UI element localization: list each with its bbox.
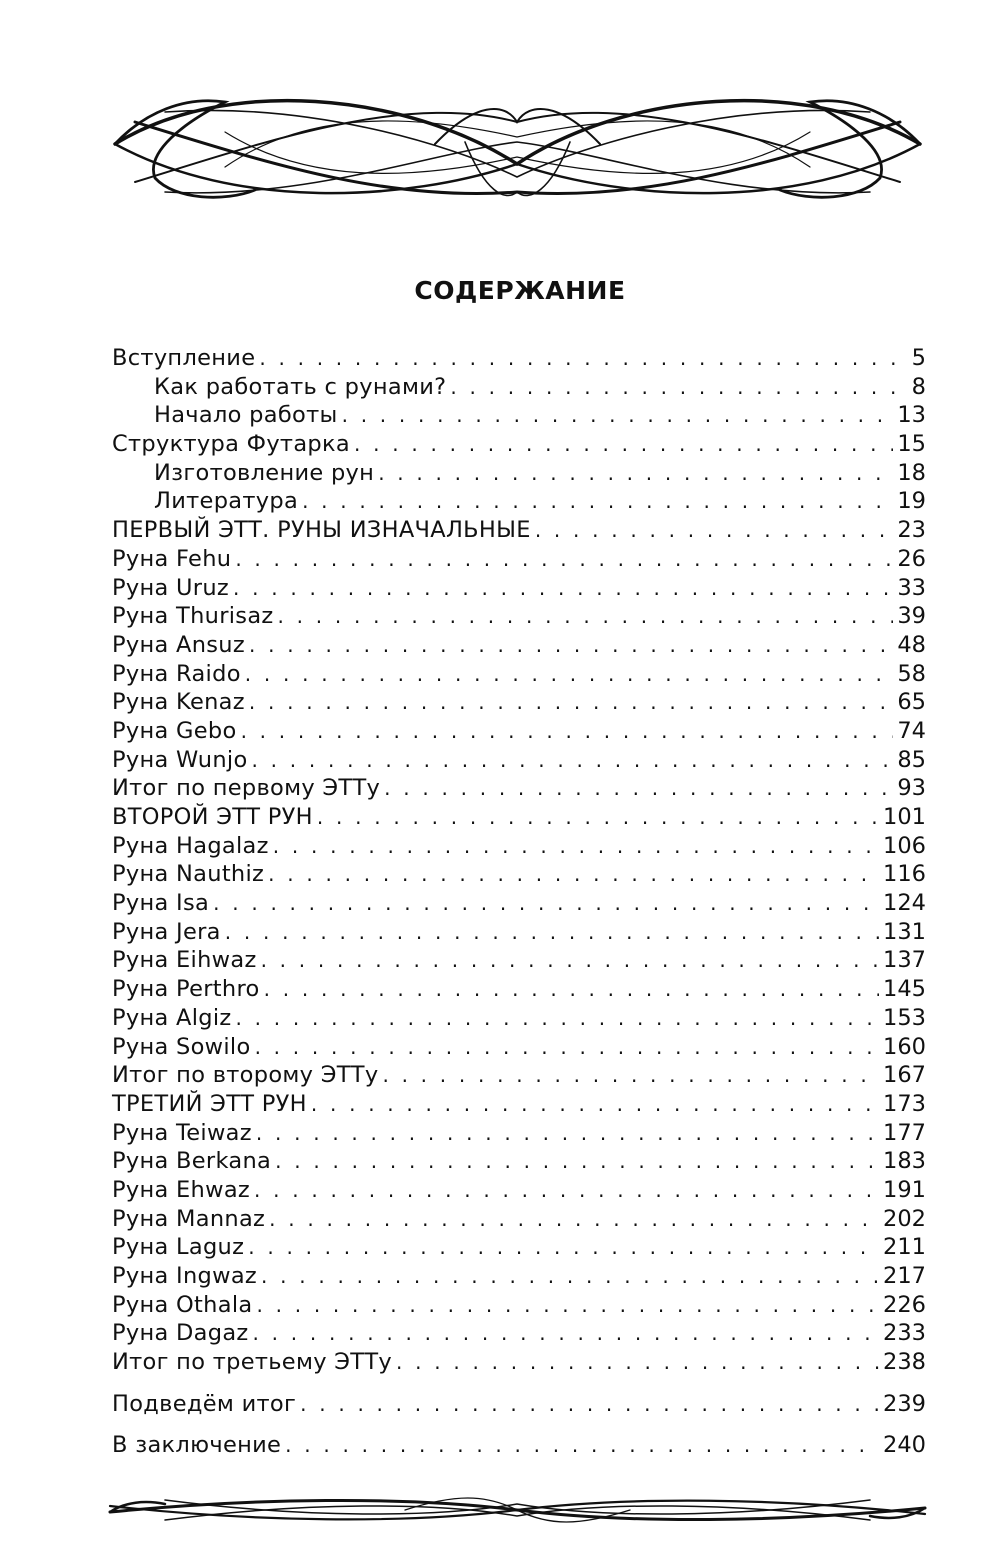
dot-leader — [236, 1004, 880, 1033]
toc-entry — [112, 574, 926, 603]
toc-entry-label: Руна Teiwaz — [112, 1119, 252, 1146]
toc-entry-page-number: 238 — [883, 1349, 926, 1376]
dot-leader — [248, 1233, 879, 1262]
toc-entry — [112, 803, 926, 832]
toc-entry-label: Руна Nauthiz — [112, 861, 265, 888]
toc-entry-label: Руна Ansuz — [112, 631, 245, 658]
dot-leader — [249, 688, 893, 717]
toc-entry-page-number: 160 — [883, 1033, 926, 1060]
dot-leader — [254, 1176, 879, 1205]
toc-entry — [112, 774, 926, 803]
toc-entry-page-number: 177 — [883, 1119, 926, 1146]
dot-leader — [225, 918, 879, 947]
toc-entry-label: Руна Jera — [112, 918, 221, 945]
toc-entry-label: Руна Isa — [112, 890, 210, 917]
toc-entry-page-number: 137 — [883, 947, 926, 974]
toc-entry-label: Структура Футарка — [112, 431, 350, 458]
dot-leader — [235, 545, 893, 574]
dot-leader — [233, 574, 893, 603]
dot-leader — [261, 1262, 879, 1291]
dot-leader — [275, 1147, 879, 1176]
dot-leader — [273, 832, 879, 861]
dot-leader — [342, 401, 894, 430]
toc-entry-label: ВТОРОЙ ЭТТ РУН — [112, 804, 313, 830]
toc-entry-label: Руна Dagaz — [112, 1320, 249, 1347]
toc-entry — [112, 1004, 926, 1033]
dot-leader — [382, 1061, 879, 1090]
toc-entry-label: Как работать с рунами? — [154, 373, 447, 400]
toc-entry-label: Руна Gebo — [112, 717, 237, 744]
toc-entry-page-number: 85 — [897, 746, 926, 773]
toc-entry — [112, 1262, 926, 1291]
toc-entry-label: Руна Perthro — [112, 976, 260, 1003]
toc-entry-label: Руна Berkana — [112, 1148, 272, 1175]
toc-entry-page-number: 93 — [897, 775, 926, 802]
toc-entry-page-number: 233 — [883, 1320, 926, 1347]
toc-entry-page-number: 26 — [897, 545, 926, 572]
toc-entry-page-number: 183 — [883, 1148, 926, 1175]
toc-entry — [112, 1291, 926, 1320]
toc-entry — [112, 487, 926, 516]
dot-leader — [302, 487, 893, 516]
toc-entry-page-number: 48 — [897, 631, 926, 658]
toc-entry — [112, 660, 926, 689]
toc-entry-page-number: 8 — [911, 373, 926, 400]
toc-entry-label: В заключение — [112, 1432, 282, 1459]
toc-entry-label: Итог по первому ЭТТу — [112, 775, 381, 802]
toc-entry-page-number: 23 — [897, 517, 926, 544]
dot-leader — [213, 889, 879, 918]
toc-entry-label: Итог по третьему ЭТТу — [112, 1349, 393, 1376]
toc-entry-page-number: 5 — [911, 345, 926, 371]
toc-entry-page-number: 18 — [897, 459, 926, 486]
toc-entry-label: Руна Hagalaz — [112, 832, 269, 859]
toc-entry — [112, 975, 926, 1004]
toc-entry-page-number: 58 — [897, 660, 926, 687]
toc-entry — [112, 1348, 926, 1377]
dot-leader — [269, 1205, 879, 1234]
toc-entry-page-number: 116 — [883, 861, 926, 888]
toc-entry — [112, 1319, 926, 1348]
dot-leader — [285, 1431, 879, 1460]
toc-entry-label: Итог по второму ЭТТу — [112, 1062, 379, 1089]
dot-leader — [450, 373, 907, 402]
dot-leader — [261, 946, 879, 975]
toc-entry-label: Руна Algiz — [112, 1004, 232, 1031]
dot-leader — [384, 774, 893, 803]
toc-entry-label: Изготовление рун — [154, 459, 375, 486]
toc-entry — [112, 946, 926, 975]
toc-entry-page-number: 202 — [883, 1205, 926, 1232]
dot-leader — [396, 1348, 879, 1377]
toc-entry-page-number: 226 — [883, 1291, 926, 1318]
toc-entry-page-number: 39 — [897, 603, 926, 630]
toc-entry — [112, 459, 926, 488]
toc-entry-label: Начало работы — [154, 402, 338, 429]
toc-entry-page-number: 101 — [883, 804, 926, 830]
toc-entry-label: Руна Othala — [112, 1291, 253, 1318]
toc-entry-label: Руна Mannaz — [112, 1205, 266, 1232]
toc-entry — [112, 1090, 926, 1119]
toc-entry-label: Руна Ehwaz — [112, 1176, 251, 1203]
toc-entry-page-number: 13 — [897, 402, 926, 429]
dot-leader — [268, 860, 879, 889]
toc-entry-page-number: 74 — [897, 717, 926, 744]
toc-entry-label: Руна Ingwaz — [112, 1263, 258, 1289]
page-title: СОДЕРЖАНИЕ — [414, 276, 626, 305]
toc-entry — [112, 1205, 926, 1234]
toc-entry — [112, 373, 926, 402]
toc-entry — [112, 1033, 926, 1062]
toc-entry-page-number: 65 — [897, 689, 926, 716]
dot-leader — [255, 1033, 879, 1062]
toc-entry-page-number: 217 — [883, 1263, 926, 1289]
top-flourish-ornament — [105, 82, 930, 212]
toc-entry-label: Руна Eihwaz — [112, 947, 257, 974]
dot-leader — [300, 1390, 879, 1419]
toc-entry-label: Руна Raido — [112, 660, 241, 687]
toc-entry — [112, 889, 926, 918]
toc-entry — [112, 1119, 926, 1148]
dot-leader — [354, 430, 893, 459]
toc-entry — [112, 1431, 926, 1460]
dot-leader — [259, 344, 907, 373]
toc-entry-page-number: 239 — [883, 1390, 926, 1417]
toc-entry — [112, 832, 926, 861]
toc-entry-page-number: 167 — [883, 1062, 926, 1089]
dot-leader — [264, 975, 879, 1004]
dot-leader — [252, 746, 894, 775]
dot-leader — [278, 602, 894, 631]
toc-entry-label: ТРЕТИЙ ЭТТ РУН — [112, 1090, 307, 1117]
toc-entry-label: Вступление — [112, 345, 256, 371]
toc-entry — [112, 631, 926, 660]
toc-entry-label: Руна Sowilo — [112, 1033, 251, 1060]
toc-entry-page-number: 131 — [883, 918, 926, 945]
toc-entry-page-number: 33 — [897, 574, 926, 601]
toc-entry — [112, 746, 926, 775]
toc-entry-page-number: 173 — [883, 1090, 926, 1117]
toc-entry-label: Подведём итог — [112, 1390, 297, 1417]
toc-entry — [112, 688, 926, 717]
toc-entry — [112, 1147, 926, 1176]
dot-leader — [241, 717, 894, 746]
dot-leader — [253, 1319, 880, 1348]
dot-leader — [535, 516, 894, 545]
toc-entry-page-number: 124 — [883, 890, 926, 917]
dot-leader — [311, 1090, 879, 1119]
toc-entry-label: Руна Wunjo — [112, 746, 248, 773]
dot-leader — [249, 631, 893, 660]
dot-leader — [256, 1119, 879, 1148]
toc-entry — [112, 1061, 926, 1090]
toc-entry-label: Литература — [154, 488, 299, 515]
toc-entry-page-number: 19 — [897, 488, 926, 515]
toc-entry-page-number: 106 — [883, 832, 926, 859]
toc-entry-label: Руна Laguz — [112, 1234, 245, 1261]
toc-entry-label: Руна Fehu — [112, 545, 232, 572]
toc-entry-page-number: 191 — [883, 1176, 926, 1203]
toc-entry-label: ПЕРВЫЙ ЭТТ. РУНЫ ИЗНАЧАЛЬНЫЕ — [112, 517, 531, 544]
toc-entry — [112, 918, 926, 947]
toc-entry — [112, 430, 926, 459]
dot-leader — [256, 1291, 879, 1320]
toc-entry-page-number: 145 — [883, 976, 926, 1003]
table-of-contents — [112, 344, 926, 1460]
toc-entry — [112, 401, 926, 430]
dot-leader — [378, 459, 893, 488]
toc-entry — [112, 516, 926, 545]
toc-entry-page-number: 15 — [897, 431, 926, 458]
toc-entry — [112, 1233, 926, 1262]
toc-entry — [112, 1176, 926, 1205]
bottom-flourish-ornament — [105, 1492, 930, 1528]
toc-entry — [112, 860, 926, 889]
toc-entry-label: Руна Uruz — [112, 574, 230, 601]
toc-entry — [112, 1390, 926, 1419]
toc-entry — [112, 717, 926, 746]
toc-entry — [112, 545, 926, 574]
toc-entry-page-number: 240 — [883, 1432, 926, 1459]
toc-entry — [112, 344, 926, 373]
dot-leader — [245, 660, 894, 689]
toc-entry-page-number: 153 — [883, 1004, 926, 1031]
toc-entry-label: Руна Thurisaz — [112, 603, 274, 630]
dot-leader — [317, 803, 879, 832]
toc-entry — [112, 602, 926, 631]
toc-entry-page-number: 211 — [883, 1234, 926, 1261]
toc-entry-label: Руна Kenaz — [112, 689, 245, 716]
